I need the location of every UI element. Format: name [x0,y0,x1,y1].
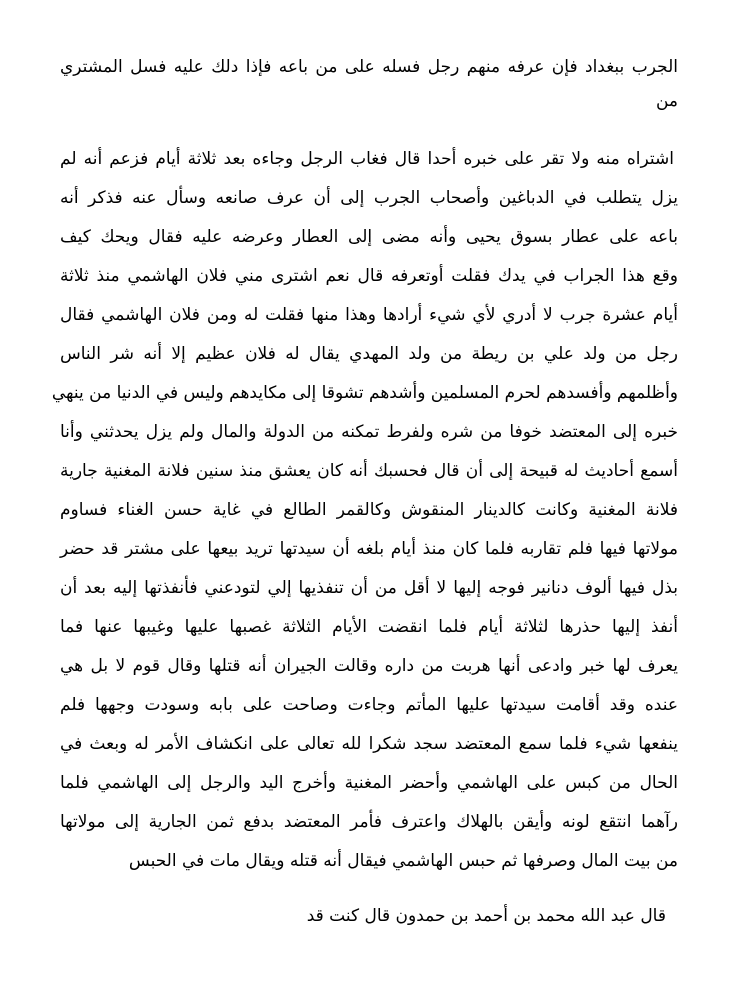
text-line: من بيت المال وصرفها ثم حبس الهاشمي فيقال أنه قتله ويقال مات في الحبس [128,851,678,871]
text-line: باعه على عطار بسوق يحيى وأنه مضى إلى العطار وعرضه عليه فقال ويحك كيف [60,227,678,247]
text-line: اشتراه منه ولا تقر على خبره أحدا قال فغاب الرجل وجاءه بعد ثلاثة أيام فزعم أنه لم [60,149,674,169]
text-line: الجرب ببغداد فإن عرفه منهم رجل فسله على من باعه فإذا دلك عليه فسل المشتري [60,57,678,77]
text-line: أيام عشرة جرب لا أدري لأي شيء أرادها وهذا منها فقلت له ومن فلان الهاشمي فقال [60,305,678,325]
text-line: وأظلمهم وأفسدهم لحرم المسلمين وأشدهم تشوقا إلى مكايدهم وليس في الدنيا من ينهي [51,383,678,403]
text-line: مولاتها فيها فلم تقاربه فلما كان منذ أيام بلغه أن سيدتها تريد بيعها على مشتر قد حضر [60,539,678,559]
text-line: يزل يتطلب في الدباغين وأصحاب الجرب إلى أن عرف صانعه وسأل عنه فذكر أنه [60,188,678,208]
text-line: يعرف لها خبر وادعى أنها هربت من داره وقالت الجيران أنه قتلها وقال قوم لا بل هي [60,656,678,676]
text-line: خبره إلى المعتضد خوفا من شره ولفرط تمكنه من الدولة والمال ولم يزل يحدثني وأنا [60,422,678,442]
text-line: أسمع أحاديث له قبيحة إلى أن قال فحسبك أنه كان يعشق منذ سنين فلانة المغنية جارية [60,461,678,481]
paragraph [51,140,678,881]
text-line: عنده وقد أقامت سيدتها عليها المأتم وجاءت وصاحت على بابه وسودت وجهها فلم [60,695,678,715]
text-line: وقع هذا الجراب في يدك فقلت أوتعرفه قال نعم اشترى مني فلان الهاشمي منذ ثلاثة [60,266,678,286]
text-line: الحال من كبس على الهاشمي وأحضر المغنية وأخرج اليد والرجل إلى الهاشمي فلما [60,773,678,793]
text-line: قال عبد الله محمد بن أحمد بن حمدون قال كنت قد [306,906,666,926]
text-line: من [655,91,678,111]
text-line: رجل من ولد علي بن ريطة من ولد المهدي يقال له فلان عظيم إلا أنه شر الناس [60,344,678,364]
text-line: أنفذ إليها حذرها لثلاثة أيام فلما انقضت الأيام الثلاثة غصبها عليها وغيبها عنها فما [60,617,678,637]
text-line: ينفعها شيء فلما سمع المعتضد سجد شكرا لله تعالى على انكشاف الأمر له وبعث في [60,734,678,754]
text-line: رآهما انتقع لونه وأيقن بالهلاك واعترف فأمر المعتضد بدفع ثمن الجارية إلى مولاتها [60,812,678,832]
paragraph [60,50,678,118]
text-line: فلانة المغنية وكانت كالدينار المنقوش وكالقمر الطالع في غاية حسن الغناء فساوم [60,500,678,520]
text-line: بذل فيها ألوف دنانير فوجه إليها لا أقل من أن تنفذيها إلي لتودعني فأنفذتها إليه بعد أن [60,578,678,598]
paragraph [60,899,678,933]
